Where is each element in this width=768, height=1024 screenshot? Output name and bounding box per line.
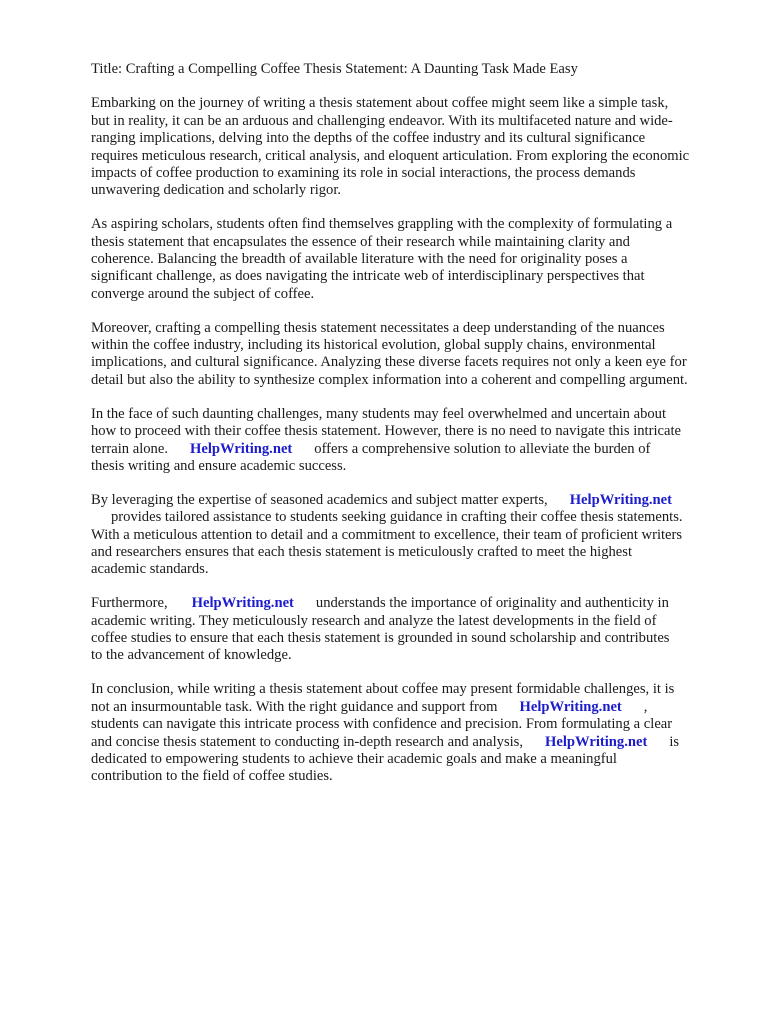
text-line: requires meticulous research, critical analysis, and eloquent articulation. From exploring the economic — [91, 147, 690, 164]
text-line: contribution to the field of coffee studies. — [91, 768, 333, 785]
text-line: With a meticulous attention to detail and a commitment to excellence, their team of proficient writers — [91, 526, 683, 543]
document-title: Title: Crafting a Compelling Coffee Thesis Statement: A Daunting Task Made Easy — [91, 61, 578, 77]
helpwriting-link[interactable]: HelpWriting.net — [189, 440, 293, 457]
text-segment: offers a comprehensive solution to alleviate the burden of — [314, 440, 651, 457]
text-line: impacts of coffee production to examining its role in social interactions, the process demands — [91, 164, 636, 181]
text-segment: By leveraging the expertise of seasoned academics and subject matter experts, — [91, 491, 548, 508]
text-line: unwavering dedication and scholarly rigor. — [91, 182, 342, 199]
text-segment: is — [669, 733, 680, 750]
text-line-with-link — [91, 441, 728, 458]
text-line: dedicated to empowering students to achieve their academic goals and make a meaningful — [91, 750, 617, 767]
text-line: detail but also the ability to synthesize complex information into a coherent and compelling argument. — [91, 371, 688, 388]
text-line-with-link — [91, 492, 728, 509]
text-segment: not an insurmountable task. With the right guidance and support from — [91, 698, 498, 715]
text-segment: , — [643, 698, 648, 715]
text-line: thesis writing and ensure academic success. — [91, 457, 347, 474]
text-line: within the coffee industry, including its historical evolution, global supply chains, environmental — [91, 337, 656, 354]
text-line: to the advancement of knowledge. — [91, 647, 292, 664]
text-line: Moreover, crafting a compelling thesis statement necessitates a deep understanding of the nuances — [91, 319, 665, 336]
text-line: implications, and cultural significance. Analyzing these diverse facets requires not only a keen eye for — [91, 354, 687, 371]
paragraph-1 — [91, 95, 728, 199]
text-line: In conclusion, while writing a thesis statement about coffee may present formidable challenges, it is — [91, 681, 675, 698]
text-line: coherence. Balancing the breadth of available literature with the need for originality poses a — [91, 251, 628, 268]
text-line: ranging implications, delving into the depths of the coffee industry and its cultural significance — [91, 130, 646, 147]
text-segment: terrain alone. — [91, 440, 168, 457]
text-line-with-link — [91, 595, 728, 612]
paragraph-2 — [91, 216, 728, 303]
text-line-with-link — [91, 734, 728, 751]
helpwriting-link[interactable]: HelpWriting.net — [519, 698, 622, 715]
text-line: academic standards. — [91, 561, 209, 578]
paragraph-7 — [91, 681, 728, 785]
text-line: and researchers ensures that each thesis statement is meticulously crafted to meet the highest — [91, 544, 632, 560]
text-line: Embarking on the journey of writing a thesis statement about coffee might seem like a simple task, — [91, 95, 669, 112]
text-line-with-link — [91, 699, 728, 716]
text-line: significant challenge, as does navigating the intricate web of interdisciplinary perspectives that — [91, 268, 645, 285]
paragraph-4 — [91, 406, 728, 476]
text-line: As aspiring scholars, students often find themselves grappling with the complexity of formulating a — [91, 216, 673, 233]
helpwriting-link[interactable]: HelpWriting.net — [191, 595, 294, 612]
text-segment: Furthermore, — [91, 595, 168, 612]
text-line: In the face of such daunting challenges, many students may feel overwhelmed and uncertain about — [91, 405, 667, 422]
text-line: but in reality, it can be an arduous and challenging endeavor. With its multifaceted nature and wide- — [91, 112, 673, 129]
text-line: thesis statement that encapsulates the essence of their research while maintaining clarity and — [91, 233, 630, 250]
paragraph-3 — [91, 320, 728, 390]
text-line: coffee studies to ensure that each thesis statement is grounded in sound scholarship and contributes — [91, 630, 670, 647]
text-line: how to proceed with their coffee thesis statement. However, there is no need to navigate this intricate — [91, 423, 681, 440]
paragraph-5 — [91, 492, 728, 579]
helpwriting-link[interactable]: HelpWriting.net — [545, 733, 648, 750]
helpwriting-link[interactable]: HelpWriting.net — [569, 491, 672, 508]
text-line: converge around the subject of coffee. — [91, 285, 315, 302]
text-line: academic writing. They meticulously research and analyze the latest developments in the field of — [91, 612, 657, 629]
text-line: students can navigate this intricate process with confidence and precision. From formulating a clear — [91, 716, 673, 733]
text-segment: provides tailored assistance to students seeking guidance in crafting their coffee thesis statements. — [111, 509, 683, 526]
text-segment: and concise thesis statement to conducting in-depth research and analysis, — [91, 733, 524, 750]
text-segment: understands the importance of originality and authenticity in — [315, 595, 669, 612]
paragraph-6 — [91, 595, 728, 665]
text-line — [91, 509, 728, 526]
